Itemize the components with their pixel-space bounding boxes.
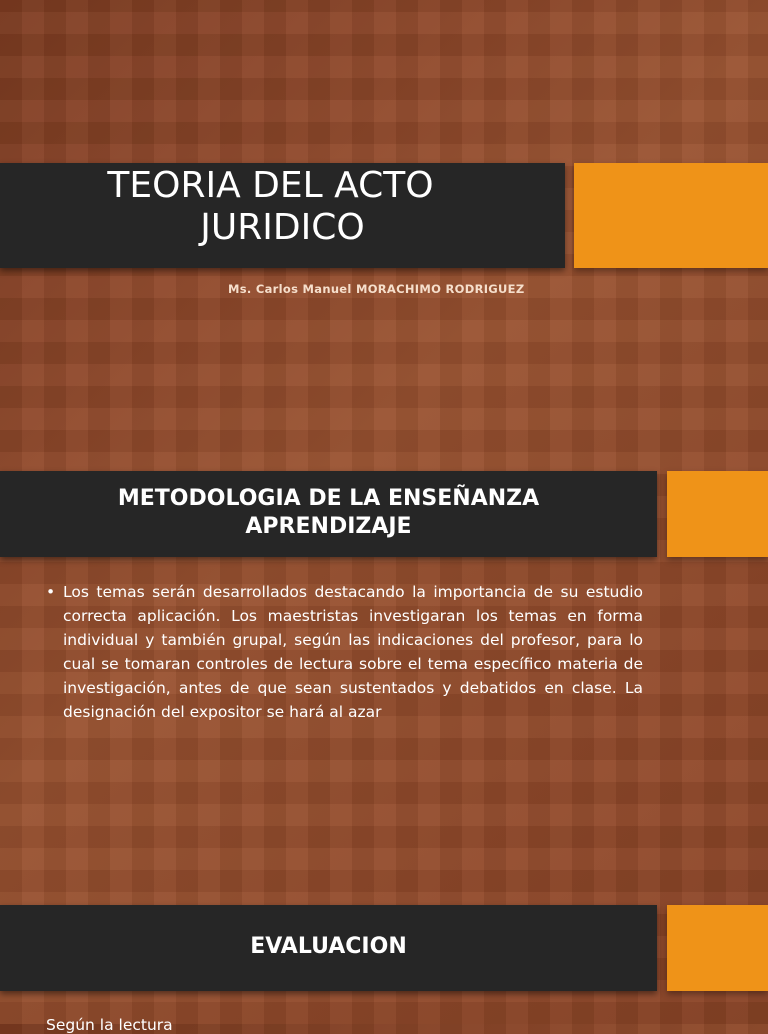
accent-block (667, 471, 768, 557)
title-line-2: JURIDICO (200, 207, 365, 248)
section-title-line-1: METODOLOGIA DE LA ENSEÑANZA (117, 486, 540, 511)
slide-evaluation (0, 884, 768, 1034)
list-item (46, 580, 643, 724)
title-bar (0, 905, 657, 991)
section-title (0, 905, 657, 961)
bullet-list (46, 580, 643, 724)
slide-methodology (0, 450, 768, 884)
title-bar (0, 471, 657, 557)
bullet-icon: • (46, 583, 56, 601)
title-bar (0, 163, 565, 268)
section-title-line-2: APRENDIZAJE (245, 514, 412, 539)
section-title (0, 471, 657, 541)
list-item-text: Los temas serán desarrollados destacando la importancia de su estudio correcta aplicación. Los maestristas investigaran los temas en forma individual y también grupal, según las indicaciones del profesor, para lo cual se tomaran controles de lectura sobre el tema específico materia de investigación, antes de que sean sustentados y debatidos en clase. La designación del expositor se hará al azar (63, 583, 643, 721)
title-line-1: TEORIA DEL ACTO (107, 165, 434, 206)
accent-block (667, 905, 768, 991)
accent-block (574, 163, 768, 268)
presentation-title (0, 163, 565, 249)
body-text: Según la lectura (46, 1016, 173, 1034)
author-subtitle: Ms. Carlos Manuel MORACHIMO RODRIGUEZ (228, 282, 525, 296)
section-title-line-1: EVALUACION (250, 934, 407, 959)
slide-title (0, 0, 768, 450)
